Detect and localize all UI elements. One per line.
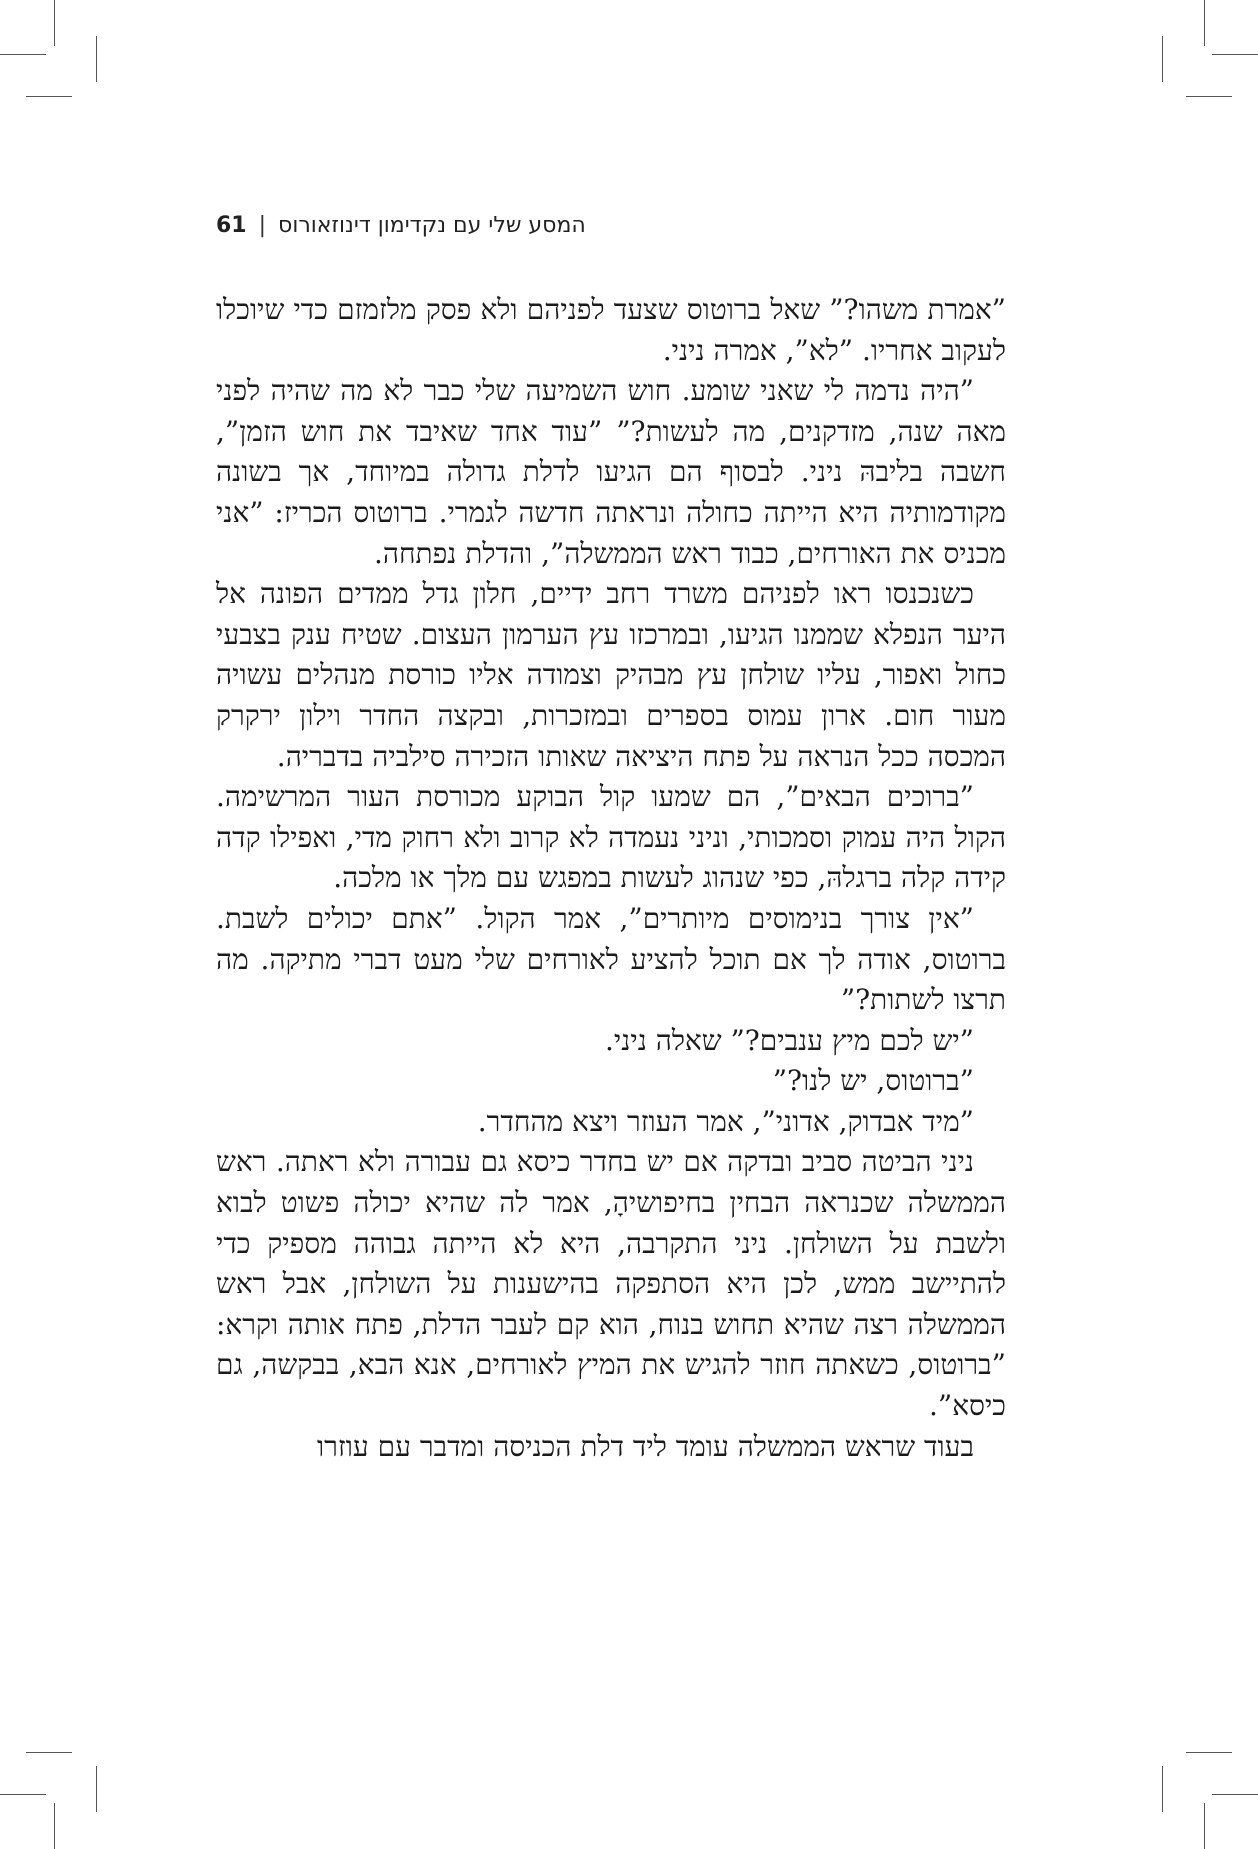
crop-mark	[0, 54, 46, 55]
crop-mark	[26, 1752, 72, 1753]
header-separator: |	[258, 212, 267, 238]
crop-mark	[0, 1794, 46, 1795]
crop-mark	[1204, 0, 1205, 46]
paragraph: ”אין צורך בנימוסים מיותרים”, אמר הקול. ”אתם יכולים לשבת. ברוטוס, אודה לך אם תוכל להציע לאורחים שלי מעט דברי מתיקה. מה תרצו לשתות?”	[216, 901, 1006, 1017]
crop-mark	[1204, 1803, 1205, 1849]
book-title: המסע שלי עם נקדימון דינוזאורוס	[278, 212, 586, 238]
crop-mark	[1212, 1794, 1258, 1795]
crop-mark	[1162, 1766, 1163, 1812]
crop-mark	[1186, 96, 1232, 97]
crop-mark	[1162, 36, 1163, 82]
paragraph: ”אמרת משהו?” שאל ברוטוס שצעד לפניהם ולא פסק מלזמזם כדי שיוכלו לעקוב אחריו. ”לא”, אמרה ניני.	[216, 293, 1006, 367]
paragraph: כשנכנסו ראו לפניהם משרד רחב ידיים, חלון גדל ממדים הפונה אל היער הנפלא שממנו הגיעו, ובמרכזו עץ הערמון העצום. שטיח ענק בצבעי כחול ואפור, עליו שולחן עץ מבהיק וצמודה אליו כורסת מנהלים עשויה מעור חום. ארון עמוס בספרים ובמזכרות, ובקצה החדר וילון ירקרק המכסה ככל הנראה על פתח היציאה שאותו הזכירה סילביה בדבריה.	[216, 577, 1006, 773]
paragraph: ”היה נדמה לי שאני שומע. חוש השמיעה שלי כבר לא מה שהיה לפני מאה שנה, מזדקנים, מה לעשות?” ”עוד אחד שאיבד את חוש הזמן”, חשבה בליבהּ ניני. לבסוף הם הגיעו לדלת גדולה במיוחד, אך בשונה מקודמותיה היא הייתה כחולה ונראתה חדשה לגמרי. ברוטוס הכריז: ”אני מכניס את האורחים, כבוד ראש הממשלה”, והדלת נפתחה.	[216, 374, 1006, 570]
running-header	[216, 205, 1006, 245]
crop-mark	[96, 1766, 97, 1812]
crop-mark	[26, 96, 72, 97]
page-number: 61	[216, 212, 247, 238]
paragraph: ”ברוכים הבאים”, הם שמעו קול הבוקע מכורסת העור המרשימה. הקול היה עמוק וסמכותי, וניני נעמדה לא קרוב ולא רחוק מדי, ואפילו קדה קידה קלה ברגלהּ, כפי שנהוג לעשות במפגש עם מלך או מלכה.	[216, 780, 1006, 895]
crop-mark	[54, 1803, 55, 1849]
crop-mark	[96, 36, 97, 82]
paragraph: בעוד שראש הממשלה עומד ליד דלת הכניסה ומדבר עם עוזרו	[316, 1429, 974, 1463]
body-text	[216, 290, 1006, 1467]
paragraph: ”מיד אבדוק, אדוני”, אמר העוזר ויצא מהחדר.	[477, 1104, 974, 1138]
paragraph: ”ברוטוס, יש לנו?”	[772, 1064, 974, 1098]
crop-mark	[54, 0, 55, 46]
crop-mark	[1212, 54, 1258, 55]
crop-mark	[1186, 1752, 1232, 1753]
paragraph: ניני הביטה סביב ובדקה אם יש בחדר כיסא גם עבורה ולא ראתה. ראש הממשלה שכנראה הבחין בחיפושיהָ, אמר לה שהיא יכולה פשוט לבוא ולשבת על השולחן. ניני התקרבה, היא לא הייתה גבוהה מספיק כדי להתיישב ממש, לכן היא הסתפקה בהישענות על השולחן, אבל ראש הממשלה רצה שהיא תחוש בנוח, הוא קם לעבר הדלת, פתח אותה וקרא: ”ברוטוס, כשאתה חוזר להגיש את המיץ לאורחים, אנא הבא, בבקשה, גם כיסא”.	[216, 1145, 1006, 1423]
paragraph: ”יש לכם מיץ ענבים?” שאלה ניני.	[605, 1023, 974, 1057]
